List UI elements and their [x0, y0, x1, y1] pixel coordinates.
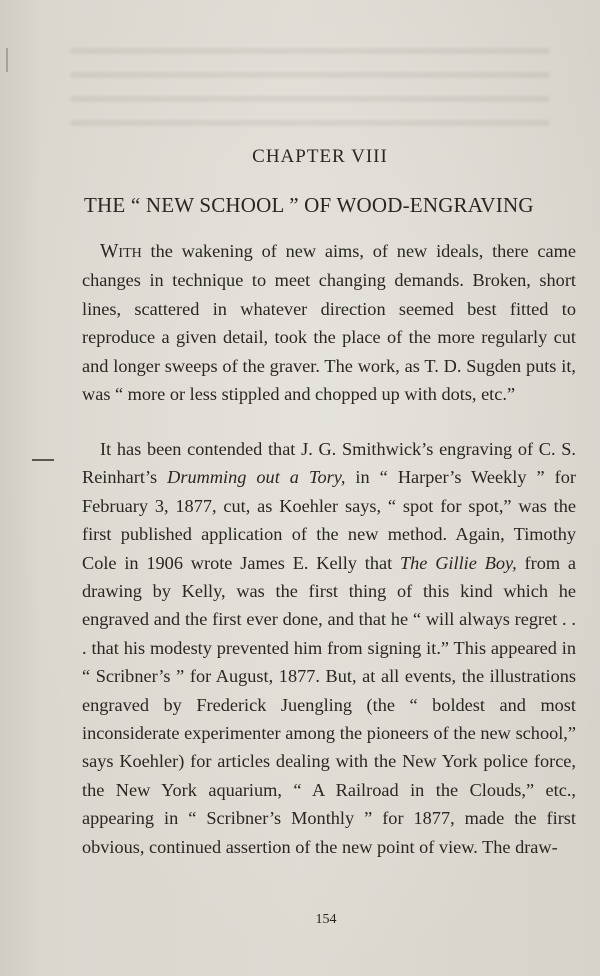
paragraph-1-text: the wakening of new aims, of new ideals, there came changes in technique to meet changing demands. Broken, short lines, scattered in whatever direction seemed best fitted to reproduce a given detail, took the place of the more regularly cut and longer sweeps of the graver. The work, as T. D. Sugden puts it, was “ more or less stippled and chopped up with dots, etc.” — [82, 241, 576, 405]
page-number: 154 — [315, 912, 337, 927]
paragraph-1-first-word: With — [100, 241, 142, 262]
paragraph-2-text-3: from a drawing by Kelly, was the first thing of this kind which he engraved and the first ever done, and that he “ will always regret . . . that his modesty prevented him from signing it.” This appeared in “ Scribner’s ” for August, 1877. But, at all events, the illustrations engraved by Frederick Juengling (the “ boldest and most inconsiderate experimenter among the pioneers of the new school,” says Koehler) for articles dealing with the New York police force, the New York aquarium, “ A Railroad in the Clouds,” etc., appearing in “ Scribner’s Monthly ” for 1877, made the first obvious, continued assertion of the new point of view. The draw- — [82, 552, 576, 857]
paragraph-2-italic-title-2: The Gillie Boy, — [399, 552, 517, 573]
chapter-title: THE “ NEW SCHOOL ” OF WOOD-ENGRAVING — [84, 193, 534, 217]
paragraph-2 — [82, 435, 576, 861]
paragraph-1 — [82, 237, 576, 408]
paragraph-2-italic-title-1: Drumming out a Tory, — [167, 467, 346, 488]
paragraph-2-text-2: in “ Harper’s Weekly ” for February 3, 1877, cut, as Koehler says, “ spot for spot,” was the first published application of the new method. Again, Timothy Cole in 1906 wrote James E. Kelly that — [82, 467, 576, 573]
chapter-heading: CHAPTER VIII — [252, 146, 388, 167]
paragraph-2-text-1: It has been contended that J. G. Smithwick’s engraving of C. S. Reinhart’s — [82, 439, 576, 488]
page-edge-mark — [6, 48, 8, 72]
margin-pencil-mark — [32, 459, 54, 461]
bleed-through-text — [70, 30, 550, 140]
